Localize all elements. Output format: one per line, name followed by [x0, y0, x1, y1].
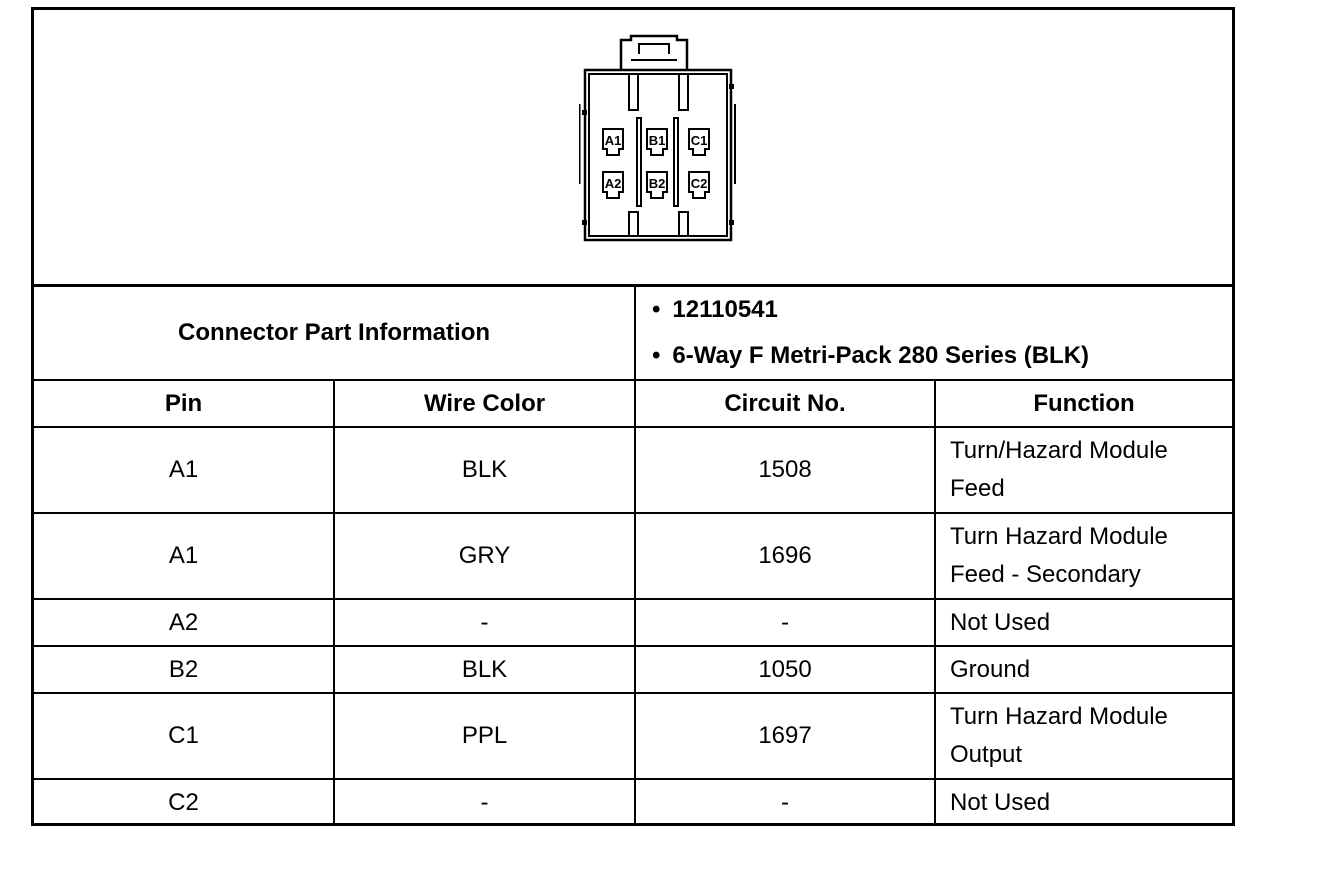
header-row — [34, 380, 1232, 427]
function-cell: Not Used — [935, 599, 1232, 646]
circuit-cell: 1696 — [635, 513, 935, 599]
column-header-function: Function — [935, 380, 1232, 427]
table-row — [34, 646, 1232, 693]
part-description: • 6-Way F Metri-Pack 280 Series (BLK) — [652, 333, 1232, 379]
function-cell: Ground — [935, 646, 1232, 693]
wire-color-cell: - — [334, 779, 635, 825]
function-cell — [935, 513, 1232, 599]
wire-color-cell: PPL — [334, 693, 635, 779]
circuit-cell: 1697 — [635, 693, 935, 779]
wire-color-cell: BLK — [334, 646, 635, 693]
table-row — [34, 599, 1232, 646]
pinout-table — [34, 287, 1232, 825]
column-header-circuit: Circuit No. — [635, 380, 935, 427]
circuit-cell: 1508 — [635, 427, 935, 513]
connector-document — [31, 7, 1235, 826]
connector-diagram-area — [34, 10, 1232, 287]
pin-cell: C2 — [34, 779, 334, 825]
function-line-1: Turn Hazard Module — [950, 703, 1168, 730]
cavity-label-a1: A1 — [604, 133, 622, 148]
function-line-2: Output — [950, 741, 1023, 768]
column-header-wire-color: Wire Color — [334, 380, 635, 427]
function-line-2: Feed - Secondary — [950, 561, 1141, 588]
function-line-1: Turn/Hazard Module — [950, 437, 1168, 464]
cavity-label-b2: B2 — [648, 176, 666, 191]
pin-cell: A1 — [34, 427, 334, 513]
circuit-cell: - — [635, 599, 935, 646]
function-cell — [935, 427, 1232, 513]
part-info-row — [34, 287, 1232, 380]
function-line-2: Feed — [950, 475, 1005, 502]
part-number: • 12110541 — [652, 287, 1232, 333]
wire-color-cell: GRY — [334, 513, 635, 599]
table-row — [34, 779, 1232, 825]
cavity-label-c1: C1 — [690, 133, 708, 148]
pin-cell: C1 — [34, 693, 334, 779]
table-row — [34, 427, 1232, 513]
connector-face-diagram — [579, 34, 739, 249]
circuit-cell: - — [635, 779, 935, 825]
pin-cell: A1 — [34, 513, 334, 599]
column-header-pin: Pin — [34, 380, 334, 427]
function-line-1: Turn Hazard Module — [950, 523, 1168, 550]
wire-color-cell: BLK — [334, 427, 635, 513]
function-cell: Not Used — [935, 779, 1232, 825]
cavity-label-a2: A2 — [604, 176, 622, 191]
circuit-cell: 1050 — [635, 646, 935, 693]
wire-color-cell: - — [334, 599, 635, 646]
function-cell — [935, 693, 1232, 779]
part-info-list — [635, 287, 1232, 380]
table-row — [34, 693, 1232, 779]
pin-cell: A2 — [34, 599, 334, 646]
cavity-label-c2: C2 — [690, 176, 708, 191]
pin-cell: B2 — [34, 646, 334, 693]
cavity-label-b1: B1 — [648, 133, 666, 148]
table-row — [34, 513, 1232, 599]
part-info-label: Connector Part Information — [34, 287, 635, 380]
